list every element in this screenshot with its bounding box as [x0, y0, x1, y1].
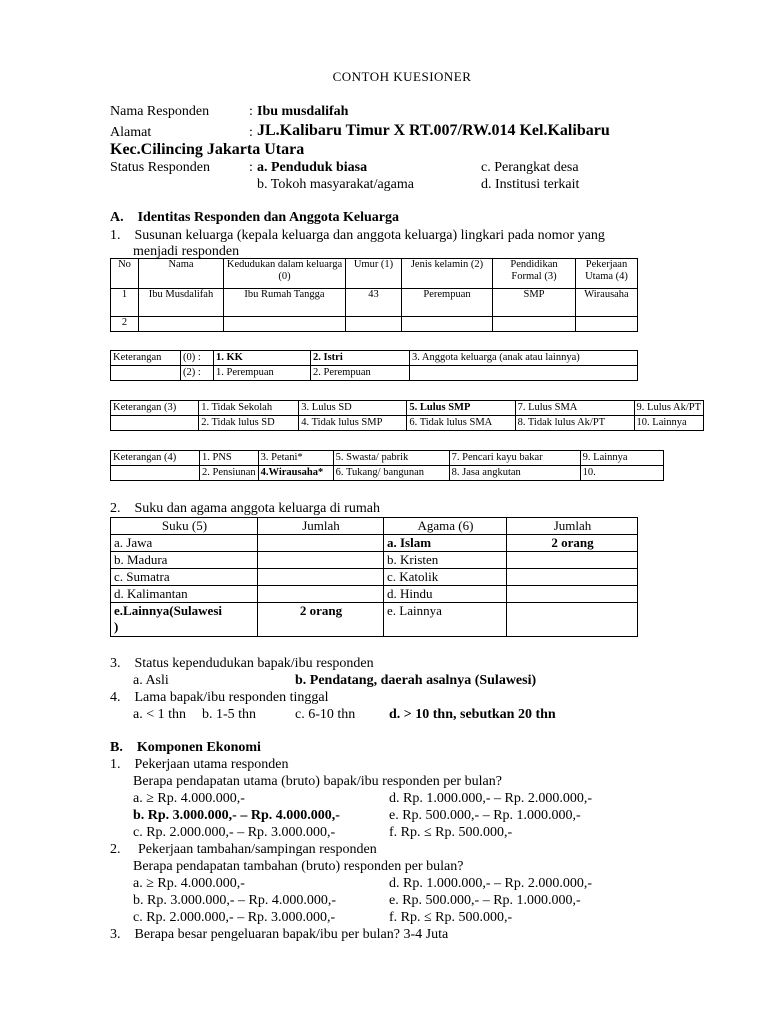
- suku-agama-table: [110, 517, 638, 637]
- cell-empty: [402, 317, 493, 332]
- cell-pekerjaan: Wirausaha: [576, 289, 638, 317]
- ket3-cell: 2. Tidak lulus SD: [199, 416, 299, 431]
- b-q1-option-b: b. Rp. 3.000.000,- – Rp. 4.000.000,-: [133, 808, 340, 823]
- header-jenis-kelamin: Jenis kelamin (2): [402, 259, 493, 289]
- b-q2-heading: 2. Pekerjaan tambahan/sampingan responden: [110, 842, 377, 857]
- b-q1-option-e: e. Rp. 500.000,- – Rp. 1.000.000,-: [389, 808, 581, 823]
- cell-kedudukan: Ibu Rumah Tangga: [224, 289, 346, 317]
- q3-option-a: a. Asli: [133, 673, 169, 688]
- colon: :: [249, 160, 253, 175]
- q4-heading: 4. Lama bapak/ibu responden tinggal: [110, 690, 329, 705]
- jumlah-cell: 2 orang: [507, 535, 638, 552]
- suku-item: c. Sumatra: [111, 569, 258, 586]
- status-d: d. Institusi terkait: [481, 177, 580, 192]
- ket-perempuan-1: 1. Perempuan: [214, 366, 311, 381]
- b-q3-heading: 3. Berapa besar pengeluaran bapak/ibu per bulan? 3-4 Juta: [110, 927, 449, 942]
- keterangan-3-table: [110, 400, 704, 431]
- q1-line1: 1. Susunan keluarga (kepala keluarga dan anggota keluarga) lingkari pada nomor yang: [110, 228, 605, 243]
- ket4-cell: 2. Pensiunan: [200, 466, 259, 481]
- header-pendidikan: Pendidikan Formal (3): [493, 259, 576, 289]
- name-value: Ibu musdalifah: [257, 104, 349, 119]
- ket3-label: Keterangan (3): [111, 401, 199, 416]
- family-table: [110, 258, 638, 332]
- ket3-cell: 10. Lainnya: [634, 416, 703, 431]
- ket-istri: 2. Istri: [311, 351, 410, 366]
- jumlah-cell: [507, 569, 638, 586]
- suku-item: d. Kalimantan: [111, 586, 258, 603]
- table-row: [111, 351, 638, 366]
- header-no: No: [111, 259, 139, 289]
- b-q1-option-c: c. Rp. 2.000.000,- – Rp. 3.000.000,-: [133, 825, 336, 840]
- suku-lainnya-line1: e.Lainnya(Sulawesi: [114, 603, 222, 618]
- b-q1-option-f: f. Rp. ≤ Rp. 500.000,-: [389, 825, 513, 840]
- ket3-cell: 1. Tidak Sekolah: [199, 401, 299, 416]
- b-q1-option-a: a. ≥ Rp. 4.000.000,-: [133, 791, 245, 806]
- ket-code: (2) :: [181, 366, 214, 381]
- ket3-cell: 9. Lulus Ak/PT: [634, 401, 703, 416]
- ket3-cell: 8. Tidak lulus Ak/PT: [515, 416, 634, 431]
- colon: :: [249, 104, 253, 119]
- b-q2-option-a: a. ≥ Rp. 4.000.000,-: [133, 876, 245, 891]
- cell-empty: [576, 317, 638, 332]
- table-row: [111, 603, 638, 637]
- jumlah-cell: [258, 586, 384, 603]
- cell-nama: Ibu Musdalifah: [139, 289, 224, 317]
- cell-no: 1: [111, 289, 139, 317]
- status-a: a. Penduduk biasa: [257, 160, 368, 175]
- header-jumlah: Jumlah: [258, 518, 384, 535]
- jumlah-cell: [507, 586, 638, 603]
- header-suku: Suku (5): [111, 518, 258, 535]
- ket-kk: 1. KK: [214, 351, 311, 366]
- q3-option-b: b. Pendatang, daerah asalnya (Sulawesi): [295, 673, 537, 688]
- table-row: [111, 466, 664, 481]
- b-q2-option-d: d. Rp. 1.000.000,- – Rp. 2.000.000,-: [389, 876, 592, 891]
- agama-item: d. Hindu: [384, 586, 507, 603]
- agama-item: c. Katolik: [384, 569, 507, 586]
- header-agama: Agama (6): [384, 518, 507, 535]
- ket3-empty: [111, 416, 199, 431]
- table-row: [111, 518, 638, 535]
- table-row: [111, 451, 664, 466]
- ket4-cell: 6. Tukang/ bangunan: [333, 466, 449, 481]
- b-q2-sub: Berapa pendapatan tambahan (bruto) responden per bulan?: [133, 859, 464, 874]
- cell-empty: [493, 317, 576, 332]
- address-label: Alamat: [110, 125, 152, 140]
- suku-lainnya-line2: ): [114, 619, 119, 634]
- ket-label-empty: [111, 366, 181, 381]
- table-row: [111, 289, 638, 317]
- ket4-cell: 1. PNS: [200, 451, 259, 466]
- header-jumlah: Jumlah: [507, 518, 638, 535]
- ket4-cell: 8. Jasa angkutan: [449, 466, 580, 481]
- ket4-cell: 3. Petani*: [258, 451, 333, 466]
- suku-item: a. Jawa: [111, 535, 258, 552]
- ket-code: (0) :: [181, 351, 214, 366]
- status-c: c. Perangkat desa: [481, 160, 579, 175]
- ket4-cell: 9. Lainnya: [580, 451, 663, 466]
- ket4-empty: [111, 466, 200, 481]
- header-kedudukan: Kedudukan dalam keluarga (0): [224, 259, 346, 289]
- header-pekerjaan: Pekerjaan Utama (4): [576, 259, 638, 289]
- b-q2-option-b: b. Rp. 3.000.000,- – Rp. 4.000.000,-: [133, 893, 336, 908]
- table-row: [111, 401, 704, 416]
- jumlah-cell: [258, 569, 384, 586]
- ket-empty: [410, 366, 638, 381]
- cell-empty: [139, 317, 224, 332]
- q4-option-c: c. 6-10 thn: [295, 707, 356, 722]
- status-label: Status Responden: [110, 160, 210, 175]
- table-row: [111, 259, 638, 289]
- q1-line2: menjadi responden: [133, 244, 240, 259]
- ket3-cell: 7. Lulus SMA: [515, 401, 634, 416]
- ket4-cell: 5. Swasta/ pabrik: [333, 451, 449, 466]
- table-row: [111, 366, 638, 381]
- cell-empty: [346, 317, 402, 332]
- jumlah-cell: [258, 535, 384, 552]
- status-b: b. Tokoh masyarakat/agama: [257, 177, 414, 192]
- b-q2-option-c: c. Rp. 2.000.000,- – Rp. 3.000.000,-: [133, 910, 336, 925]
- b-q2-option-e: e. Rp. 500.000,- – Rp. 1.000.000,-: [389, 893, 581, 908]
- ket4-label: Keterangan (4): [111, 451, 200, 466]
- suku-item: b. Madura: [111, 552, 258, 569]
- keterangan-0-table: [110, 350, 638, 381]
- q4-option-a: a. < 1 thn: [133, 707, 186, 722]
- ket3-cell: 3. Lulus SD: [299, 401, 407, 416]
- table-row: [111, 586, 638, 603]
- q4-option-b: b. 1-5 thn: [202, 707, 257, 722]
- q4-option-d: d. > 10 thn, sebutkan 20 thn: [389, 707, 556, 722]
- colon: :: [249, 125, 253, 140]
- b-q1-sub: Berapa pendapatan utama (bruto) bapak/ibu responden per bulan?: [133, 774, 502, 789]
- name-label: Nama Responden: [110, 104, 210, 119]
- ket4-cell: 4.Wirausaha*: [258, 466, 333, 481]
- ket4-cell: 10.: [580, 466, 663, 481]
- jumlah-cell: [258, 552, 384, 569]
- ket-anggota: 3. Anggota keluarga (anak atau lainnya): [410, 351, 638, 366]
- ket-label: Keterangan: [111, 351, 181, 366]
- agama-item: b. Kristen: [384, 552, 507, 569]
- cell-pendidikan: SMP: [493, 289, 576, 317]
- b-q1-option-d: d. Rp. 1.000.000,- – Rp. 2.000.000,-: [389, 791, 592, 806]
- table-row: [111, 552, 638, 569]
- section-b-heading: B. Komponen Ekonomi: [110, 740, 261, 755]
- header-umur: Umur (1): [346, 259, 402, 289]
- agama-item: a. Islam: [384, 535, 507, 552]
- address-value-2: Kec.Cilincing Jakarta Utara: [110, 141, 305, 158]
- agama-item: e. Lainnya: [384, 603, 507, 637]
- suku-item: [111, 603, 258, 637]
- ket3-cell: 4. Tidak lulus SMP: [299, 416, 407, 431]
- table-row: [111, 535, 638, 552]
- jumlah-cell: [507, 552, 638, 569]
- ket-perempuan-2: 2. Perempuan: [311, 366, 410, 381]
- header-nama: Nama: [139, 259, 224, 289]
- b-q2-option-f: f. Rp. ≤ Rp. 500.000,-: [389, 910, 513, 925]
- table-row: [111, 317, 638, 332]
- b-q1-heading: 1. Pekerjaan utama responden: [110, 757, 289, 772]
- page-title: CONTOH KUESIONER: [332, 69, 472, 84]
- keterangan-4-table: [110, 450, 664, 481]
- q2-heading: 2. Suku dan agama anggota keluarga di rumah: [110, 501, 380, 516]
- address-value-1: JL.Kalibaru Timur X RT.007/RW.014 Kel.Kalibaru: [257, 122, 610, 139]
- cell-empty: [224, 317, 346, 332]
- jumlah-cell: 2 orang: [258, 603, 384, 637]
- table-row: [111, 416, 704, 431]
- jumlah-cell: [507, 603, 638, 637]
- ket3-cell: 5. Lulus SMP: [407, 401, 515, 416]
- ket3-cell: 6. Tidak lulus SMA: [407, 416, 515, 431]
- q3-heading: 3. Status kependudukan bapak/ibu responden: [110, 656, 374, 671]
- cell-jenis-kelamin: Perempuan: [402, 289, 493, 317]
- table-row: [111, 569, 638, 586]
- cell-umur: 43: [346, 289, 402, 317]
- ket4-cell: 7. Pencari kayu bakar: [449, 451, 580, 466]
- section-a-heading: A. Identitas Responden dan Anggota Keluarga: [110, 210, 399, 225]
- cell-no: 2: [111, 317, 139, 332]
